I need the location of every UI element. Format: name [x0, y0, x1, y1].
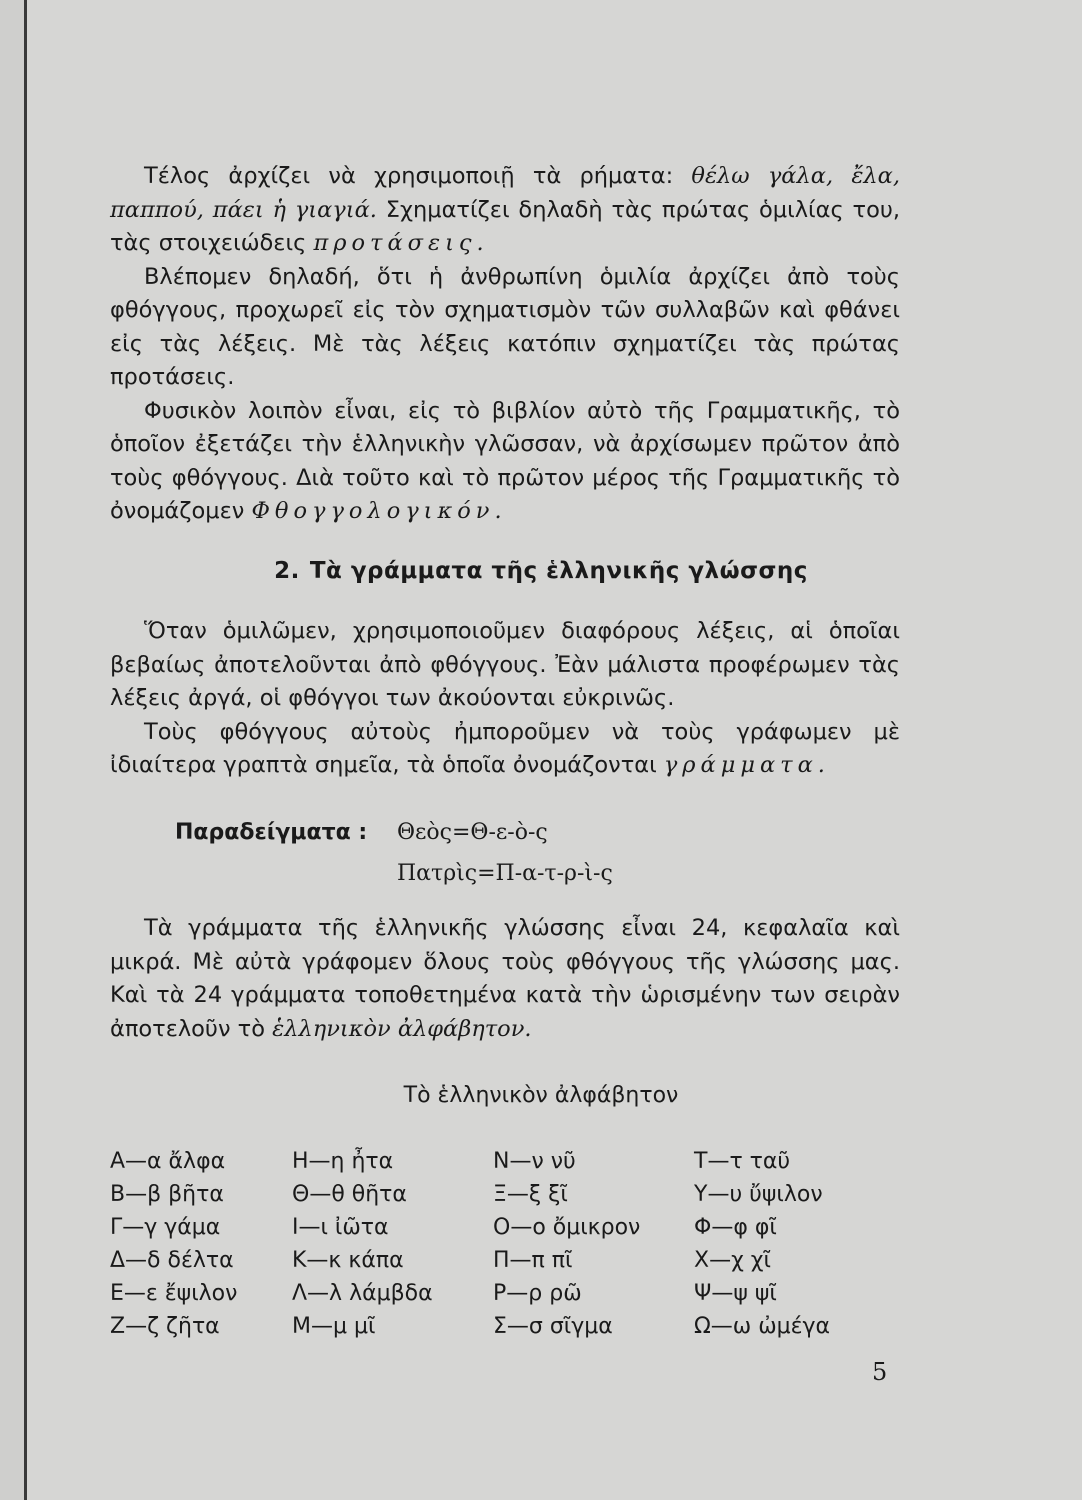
letters-info-text: [110, 912, 900, 1046]
intro-paragraph-3: Φυσικὸν λοιπὸν εἶναι, εἰς τὸ βιβλίον αὐτὸ τῆς Γραμματικῆς, τὸ ὁποῖον ἐξετάζει τὴν ἑλληνικὴν γλῶσσαν, νὰ ἀρχίσωμεν πρῶτον ἀπὸ τοὺς φθόγγους. Διὰ τοῦτο καὶ τὸ πρῶτον μέρος τῆς Γραμματικῆς τὸ ὀνομάζομεν Φθογγολογικόν.: [110, 397, 900, 524]
alphabet-letter: Η—η ἦτα: [292, 1149, 394, 1174]
alphabet-letter: Ψ—ψ ψῖ: [694, 1281, 777, 1306]
alphabet-letter: Ξ—ξ ξῖ: [493, 1182, 568, 1207]
alphabet-column-1: [110, 1145, 237, 1343]
section-number: 2.: [274, 558, 300, 584]
alphabet-letter: Β—β βῆτα: [110, 1182, 224, 1207]
alphabet-title: Τὸ ἑλληνικὸν ἀλφάβητον: [403, 1083, 679, 1108]
alphabet-letter: Π—π πῖ: [493, 1248, 573, 1273]
alphabet-letter: Α—α ἄλφα: [110, 1149, 226, 1174]
section-heading: [0, 558, 1082, 584]
intro-paragraph-1: Τέλος ἀρχίζει νὰ χρησιμοποιῇ τὰ ρήματα: θέλω γάλα, ἔλα, παππού, πάει ἡ γιαγιά. Σχηματίζει δηλαδὴ τὰς πρώτας ὁμιλίας του, τὰς στοιχειώδεις προτάσεις.: [110, 163, 901, 256]
alphabet-column-3: [493, 1145, 640, 1343]
alphabet-letter: Ρ—ρ ρῶ: [493, 1281, 582, 1306]
alphabet-letter: Τ—τ ταῦ: [694, 1149, 791, 1174]
alphabet-letter: Ζ—ζ ζῆτα: [110, 1314, 220, 1339]
intro-paragraph-2: Βλέπομεν δηλαδή, ὅτι ἡ ἀνθρωπίνη ὁμιλία ἀρχίζει ἀπὸ τοὺς φθόγγους, προχωρεῖ εἰς τὸν σχηματισμὸν τῶν συλλαβῶν καὶ φθάνει εἰς τὰς λέξεις. Μὲ τὰς λέξεις κατόπιν σχηματίζει τὰς πρώτας προτάσεις.: [110, 263, 900, 390]
alphabet-column-4: [694, 1145, 830, 1343]
examples-label: Παραδείγματα :: [175, 820, 368, 845]
alphabet-letter: Δ—δ δέλτα: [110, 1248, 234, 1273]
example-patris: Πατρὶς=Π-α-τ-ρ-ὶ-ς: [397, 861, 613, 886]
alphabet-letter: Χ—χ χῖ: [694, 1248, 771, 1273]
alphabet-letter: Σ—σ σῖγμα: [493, 1314, 613, 1339]
alphabet-letter: Υ—υ ὔψιλον: [694, 1182, 823, 1207]
alphabet-letter: Μ—μ μῖ: [292, 1314, 376, 1339]
alphabet-column-2: [292, 1145, 433, 1343]
alphabet-letter: Θ—θ θῆτα: [292, 1182, 407, 1207]
alphabet-letter: Ω—ω ὠμέγα: [694, 1314, 831, 1339]
page-binding-edge: [0, 0, 27, 1500]
page-number: 5: [872, 1358, 888, 1386]
alphabet-letter: Φ—φ φῖ: [694, 1215, 777, 1240]
section-paragraph-2: Τοὺς φθόγγους αὐτοὺς ἠμποροῦμεν νὰ τοὺς γράφωμεν μὲ ἰδιαίτερα γραπτὰ σημεῖα, τὰ ὁποῖα ὀνομάζονται γράμματα.: [110, 718, 900, 778]
alphabet-letter: Γ—γ γάμα: [110, 1215, 221, 1240]
alphabet-letter: Κ—κ κάπα: [292, 1248, 404, 1273]
alphabet-letter: Ε—ε ἔψιλον: [110, 1281, 238, 1306]
alphabet-letter: Λ—λ λάμβδα: [292, 1281, 433, 1306]
example-theos: Θεὸς=Θ-ε-ὸ-ς: [397, 820, 548, 845]
alphabet-letter: Ν—ν νῦ: [493, 1149, 576, 1174]
alphabet-letter: Ο—ο ὄμικρον: [493, 1215, 641, 1240]
letters-info-paragraph: Τὰ γράμματα τῆς ἑλληνικῆς γλώσσης εἶναι 24, κεφαλαῖα καὶ μικρά. Μὲ αὐτὰ γράφομεν ὅλους τοὺς φθόγγους τῆς γλώσσης μας. Καὶ τὰ 24 γράμματα τοποθετημένα κατὰ τὴν ὡρισμένην των σειρὰν ἀποτελοῦν τὸ ἑλληνικὸν ἀλφάβητον.: [110, 915, 900, 1042]
section-text: [110, 615, 900, 783]
section-title: Τὰ γράμματα τῆς ἑλληνικῆς γλώσσης: [309, 558, 808, 584]
section-paragraph-1: Ὅταν ὁμιλῶμεν, χρησιμοποιοῦμεν διαφόρους λέξεις, αἱ ὁποῖαι βεβαίως ἀποτελοῦνται ἀπὸ φθόγγους. Ἐὰν μάλιστα προφέρωμεν τὰς λέξεις ἀργά, οἱ φθόγγοι των ἀκούονται εὐκρινῶς.: [110, 618, 900, 711]
intro-text: [110, 160, 900, 529]
alphabet-letter: Ι—ι ἰῶτα: [292, 1215, 389, 1240]
